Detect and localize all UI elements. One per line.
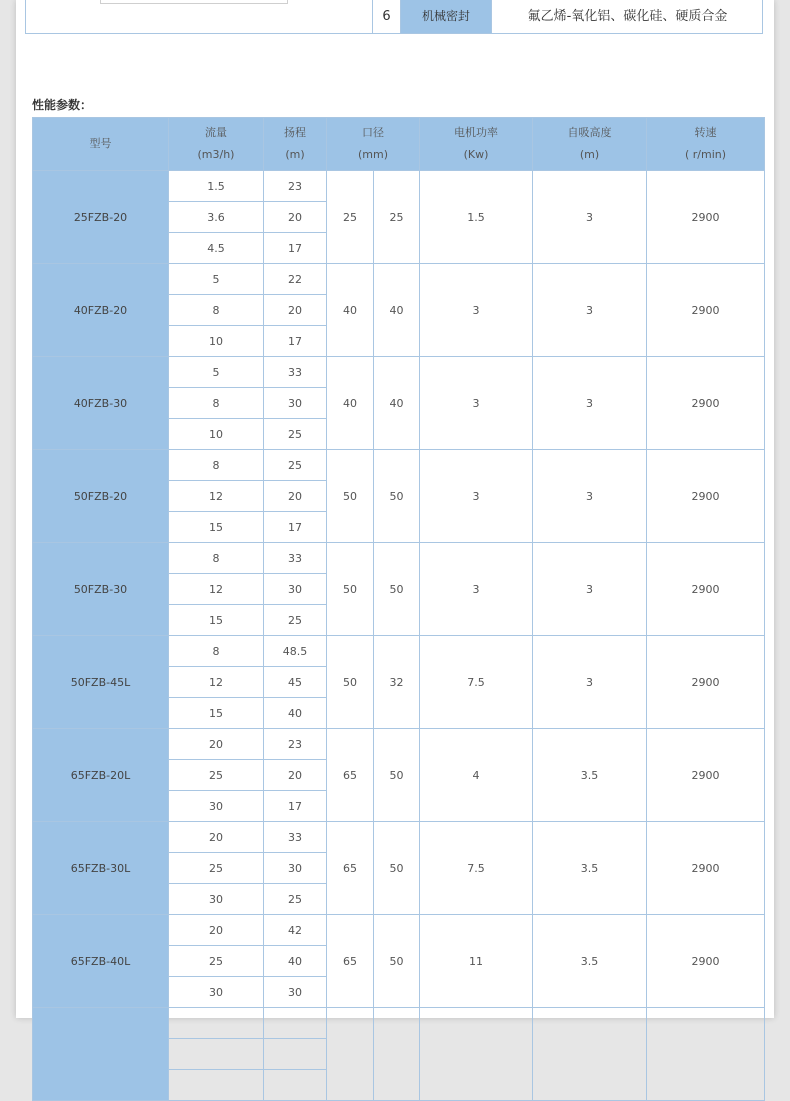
model-cell: 40FZB-20 <box>33 264 169 357</box>
header-flow: 流量 (m3/h) <box>169 118 264 171</box>
inlet-cell: 65 <box>327 915 374 1008</box>
suction-cell: 3.5 <box>533 915 647 1008</box>
model-cell: 65FZB-30L <box>33 822 169 915</box>
suction-cell: 3 <box>533 450 647 543</box>
header-speed: 转速 ( r/min) <box>647 118 765 171</box>
flow-cell: 30 <box>169 977 264 1008</box>
power-cell <box>420 1008 533 1101</box>
head-cell <box>264 1039 327 1070</box>
head-cell: 20 <box>264 202 327 233</box>
speed-cell: 2900 <box>647 915 765 1008</box>
flow-cell: 8 <box>169 636 264 667</box>
outlet-cell: 50 <box>374 729 420 822</box>
speed-cell: 2900 <box>647 729 765 822</box>
power-cell: 3 <box>420 450 533 543</box>
speed-cell <box>647 1008 765 1101</box>
flow-cell: 10 <box>169 326 264 357</box>
head-cell: 17 <box>264 791 327 822</box>
suction-cell: 3 <box>533 264 647 357</box>
inlet-cell: 50 <box>327 543 374 636</box>
table-row <box>33 450 765 481</box>
power-cell: 4 <box>420 729 533 822</box>
head-cell: 17 <box>264 512 327 543</box>
head-cell: 40 <box>264 946 327 977</box>
head-cell: 25 <box>264 419 327 450</box>
flow-cell: 4.5 <box>169 233 264 264</box>
outlet-cell: 50 <box>374 915 420 1008</box>
flow-cell: 15 <box>169 698 264 729</box>
speed-cell: 2900 <box>647 264 765 357</box>
head-cell: 23 <box>264 171 327 202</box>
table-row <box>33 636 765 667</box>
materials-row-part: 机械密封 <box>401 0 492 33</box>
flow-cell: 1.5 <box>169 171 264 202</box>
model-cell: 25FZB-20 <box>33 171 169 264</box>
speed-cell: 2900 <box>647 357 765 450</box>
flow-cell: 5 <box>169 264 264 295</box>
head-cell: 33 <box>264 543 327 574</box>
model-cell: 65FZB-20L <box>33 729 169 822</box>
performance-table <box>32 117 765 1101</box>
flow-cell: 15 <box>169 605 264 636</box>
flow-cell: 20 <box>169 729 264 760</box>
head-cell: 25 <box>264 450 327 481</box>
inlet-cell: 65 <box>327 729 374 822</box>
head-cell: 17 <box>264 326 327 357</box>
outlet-cell: 50 <box>374 543 420 636</box>
inlet-cell: 50 <box>327 450 374 543</box>
inlet-cell <box>327 1008 374 1101</box>
head-cell: 17 <box>264 233 327 264</box>
flow-cell: 8 <box>169 543 264 574</box>
header-head: 扬程 (m) <box>264 118 327 171</box>
head-cell <box>264 1008 327 1039</box>
flow-cell: 8 <box>169 388 264 419</box>
inlet-cell: 65 <box>327 822 374 915</box>
page <box>16 0 774 1018</box>
suction-cell: 3 <box>533 357 647 450</box>
model-cell <box>33 1008 169 1101</box>
outlet-cell: 50 <box>374 822 420 915</box>
outlet-cell <box>374 1008 420 1101</box>
power-cell: 3 <box>420 264 533 357</box>
materials-table-tail <box>25 0 763 34</box>
head-cell: 20 <box>264 481 327 512</box>
flow-cell: 25 <box>169 946 264 977</box>
materials-row-index: 6 <box>373 0 401 33</box>
flow-cell: 15 <box>169 512 264 543</box>
head-cell: 30 <box>264 853 327 884</box>
head-cell: 25 <box>264 605 327 636</box>
head-cell: 45 <box>264 667 327 698</box>
performance-section-title: 性能参数： <box>32 98 93 112</box>
flow-cell: 30 <box>169 791 264 822</box>
head-cell: 30 <box>264 388 327 419</box>
inlet-cell: 50 <box>327 636 374 729</box>
head-cell: 20 <box>264 760 327 791</box>
suction-cell: 3 <box>533 171 647 264</box>
table-row <box>33 357 765 388</box>
power-cell: 7.5 <box>420 822 533 915</box>
materials-cell-blank <box>26 0 373 33</box>
outlet-cell: 40 <box>374 357 420 450</box>
speed-cell: 2900 <box>647 543 765 636</box>
outlet-cell: 40 <box>374 264 420 357</box>
speed-cell: 2900 <box>647 636 765 729</box>
inlet-cell: 40 <box>327 264 374 357</box>
model-cell: 50FZB-45L <box>33 636 169 729</box>
table-row <box>33 729 765 760</box>
suction-cell: 3.5 <box>533 822 647 915</box>
model-cell: 50FZB-20 <box>33 450 169 543</box>
speed-cell: 2900 <box>647 450 765 543</box>
power-cell: 1.5 <box>420 171 533 264</box>
power-cell: 3 <box>420 543 533 636</box>
head-cell: 30 <box>264 977 327 1008</box>
flow-cell: 8 <box>169 450 264 481</box>
table-row <box>33 822 765 853</box>
flow-cell: 25 <box>169 853 264 884</box>
flow-cell <box>169 1070 264 1101</box>
flow-cell: 20 <box>169 915 264 946</box>
outlet-cell: 25 <box>374 171 420 264</box>
suction-cell <box>533 1008 647 1101</box>
flow-cell: 10 <box>169 419 264 450</box>
header-caliber: 口径 (mm) <box>327 118 420 171</box>
table-row <box>33 915 765 946</box>
speed-cell: 2900 <box>647 822 765 915</box>
flow-cell: 12 <box>169 667 264 698</box>
inlet-cell: 40 <box>327 357 374 450</box>
flow-cell: 12 <box>169 481 264 512</box>
head-cell: 42 <box>264 915 327 946</box>
power-cell: 7.5 <box>420 636 533 729</box>
head-cell: 33 <box>264 822 327 853</box>
header-power: 电机功率 (Kw) <box>420 118 533 171</box>
flow-cell: 5 <box>169 357 264 388</box>
table-row <box>33 1008 765 1039</box>
scroll-bar-fragment <box>100 0 288 4</box>
power-cell: 3 <box>420 357 533 450</box>
power-cell: 11 <box>420 915 533 1008</box>
speed-cell: 2900 <box>647 171 765 264</box>
flow-cell: 3.6 <box>169 202 264 233</box>
flow-cell <box>169 1039 264 1070</box>
outlet-cell: 32 <box>374 636 420 729</box>
header-model: 型号 <box>33 118 169 171</box>
head-cell: 22 <box>264 264 327 295</box>
outlet-cell: 50 <box>374 450 420 543</box>
model-cell: 40FZB-30 <box>33 357 169 450</box>
inlet-cell: 25 <box>327 171 374 264</box>
flow-cell: 30 <box>169 884 264 915</box>
header-suction: 自吸高度 (m) <box>533 118 647 171</box>
suction-cell: 3.5 <box>533 729 647 822</box>
head-cell: 23 <box>264 729 327 760</box>
table-row <box>33 171 765 202</box>
table-header-row <box>33 118 765 171</box>
head-cell: 30 <box>264 574 327 605</box>
model-cell: 50FZB-30 <box>33 543 169 636</box>
head-cell: 25 <box>264 884 327 915</box>
head-cell: 48.5 <box>264 636 327 667</box>
flow-cell: 25 <box>169 760 264 791</box>
suction-cell: 3 <box>533 636 647 729</box>
head-cell: 20 <box>264 295 327 326</box>
table-row <box>33 264 765 295</box>
head-cell <box>264 1070 327 1101</box>
flow-cell <box>169 1008 264 1039</box>
flow-cell: 8 <box>169 295 264 326</box>
head-cell: 33 <box>264 357 327 388</box>
suction-cell: 3 <box>533 543 647 636</box>
materials-row-material: 氟乙烯-氧化铝、碳化硅、硬质合金 <box>527 9 728 24</box>
flow-cell: 12 <box>169 574 264 605</box>
flow-cell: 20 <box>169 822 264 853</box>
table-row <box>33 543 765 574</box>
head-cell: 40 <box>264 698 327 729</box>
model-cell: 65FZB-40L <box>33 915 169 1008</box>
